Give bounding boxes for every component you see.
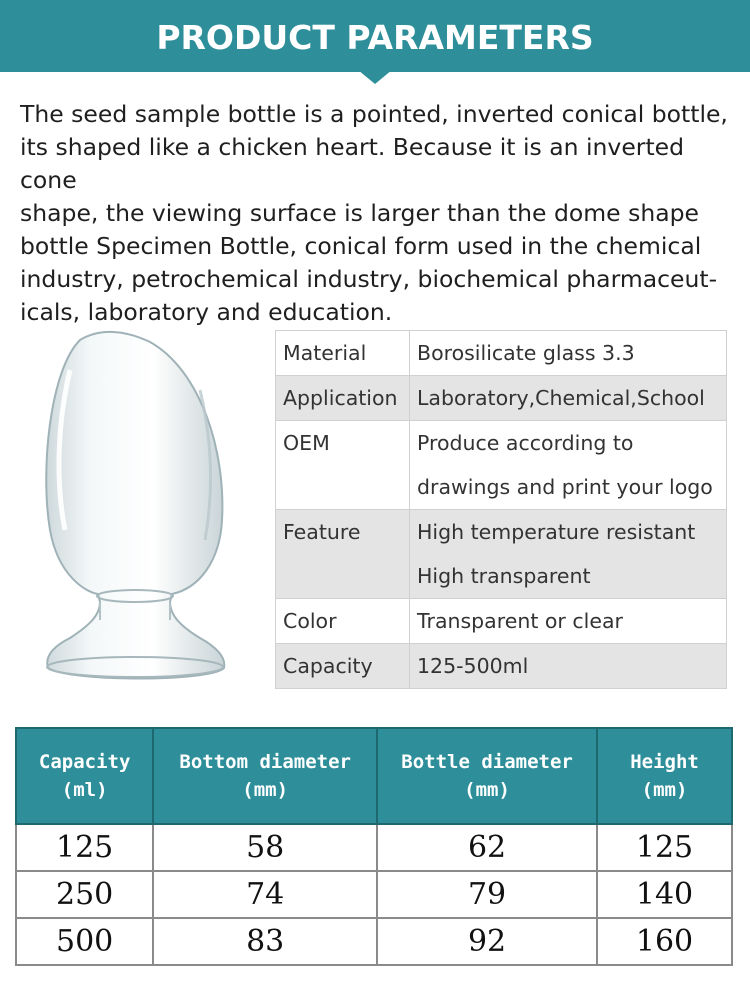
spec-label: Application	[276, 376, 410, 421]
spec-value-line: Transparent or clear	[417, 609, 623, 633]
table-cell: 58	[153, 824, 377, 871]
dimension-header-row	[16, 728, 732, 824]
table-cell: 125	[16, 824, 153, 871]
table-cell: 250	[16, 871, 153, 918]
intro-line: bottle Specimen Bottle, conical form used in the chemical	[20, 232, 702, 260]
intro-line: its shaped like a chicken heart. Because it is an inverted cone	[20, 133, 685, 194]
intro-line: icals, laboratory and education.	[20, 298, 393, 326]
spec-value-line: High temperature resistant	[417, 520, 696, 544]
spec-row	[276, 331, 727, 376]
header-text: Bottle diameter	[401, 751, 573, 773]
table-row	[16, 918, 732, 965]
spec-value-line: 125-500ml	[417, 654, 529, 678]
spec-label: Material	[276, 331, 410, 376]
intro-line: shape, the viewing surface is larger than the dome shape	[20, 199, 699, 227]
glass-bottle-image	[40, 330, 230, 686]
spec-label: Color	[276, 599, 410, 644]
spec-value-line: drawings and print your logo	[417, 475, 713, 499]
intro-line: The seed sample bottle is a pointed, inverted conical bottle,	[20, 100, 728, 128]
table-cell: 125	[597, 824, 732, 871]
spec-row	[276, 644, 727, 689]
spec-value-line: Produce according to	[417, 431, 634, 455]
spec-label: Capacity	[276, 644, 410, 689]
intro-paragraph	[20, 98, 732, 329]
header-capacity	[16, 728, 153, 824]
spec-row	[276, 510, 727, 599]
spec-value-line: Borosilicate glass 3.3	[417, 341, 635, 365]
spec-value-line: Laboratory,Chemical,School	[417, 386, 705, 410]
header-bottle-diameter	[377, 728, 597, 824]
header-unit: (mm)	[464, 779, 510, 801]
dimension-table	[15, 727, 733, 966]
spec-label: Feature	[276, 510, 410, 599]
spec-value	[410, 376, 727, 421]
header-unit: (mm)	[242, 779, 289, 801]
header-bottom-diameter	[153, 728, 377, 824]
spec-label: OEM	[276, 421, 410, 510]
header-text: Capacity	[38, 751, 131, 773]
header-text: Height	[630, 751, 699, 773]
table-cell: 79	[377, 871, 597, 918]
spec-row	[276, 376, 727, 421]
spec-value	[410, 510, 727, 599]
spec-row	[276, 421, 727, 510]
header-text: Bottom diameter	[179, 751, 351, 773]
table-cell: 160	[597, 918, 732, 965]
intro-line: industry, petrochemical industry, biochemical pharmaceut-	[20, 265, 718, 293]
spec-value	[410, 331, 727, 376]
header-banner-pointer	[358, 70, 392, 84]
table-cell: 62	[377, 824, 597, 871]
spec-value-line: High transparent	[417, 564, 591, 588]
header-unit: (ml)	[61, 779, 108, 801]
spec-value	[410, 599, 727, 644]
table-cell: 140	[597, 871, 732, 918]
spec-row	[276, 599, 727, 644]
spec-value	[410, 644, 727, 689]
spec-value	[410, 421, 727, 510]
table-row	[16, 824, 732, 871]
table-cell: 92	[377, 918, 597, 965]
header-unit: (mm)	[641, 779, 688, 801]
table-row	[16, 871, 732, 918]
spec-table	[275, 330, 727, 689]
table-cell: 74	[153, 871, 377, 918]
page-title: PRODUCT PARAMETERS	[156, 18, 594, 57]
table-cell: 500	[16, 918, 153, 965]
header-height	[597, 728, 732, 824]
table-cell: 83	[153, 918, 377, 965]
